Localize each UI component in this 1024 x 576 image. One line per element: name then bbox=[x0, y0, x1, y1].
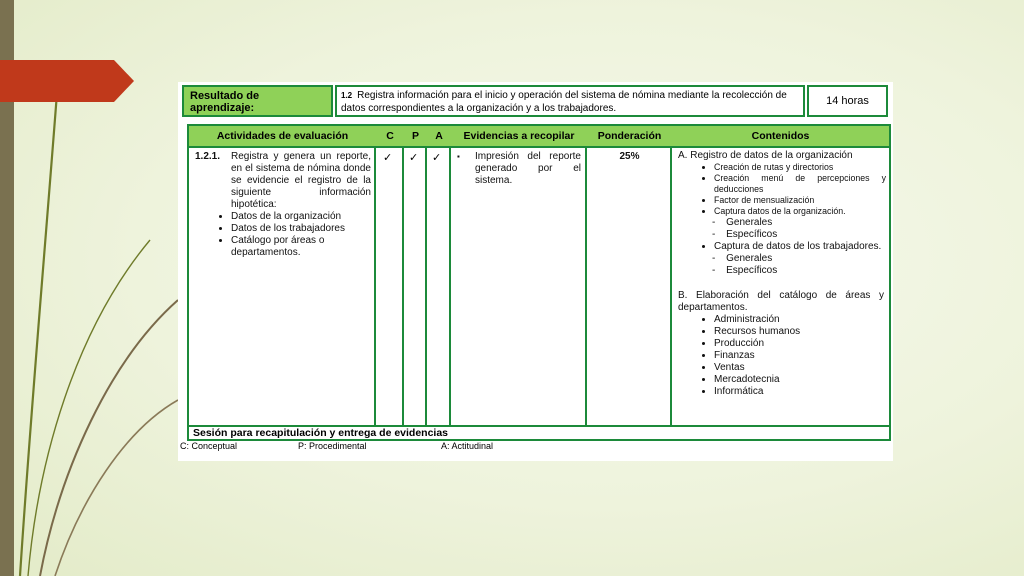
th-c: C bbox=[376, 126, 404, 148]
list-item: - Generales bbox=[726, 253, 886, 265]
session-row: Sesión para recapitulación y entrega de evidencias bbox=[187, 425, 891, 441]
legend-p: P: Procedimental bbox=[298, 441, 367, 451]
th-evidencias: Evidencias a recopilar bbox=[451, 126, 587, 148]
check-a-icon: ✓ bbox=[432, 152, 442, 164]
check-p-icon: ✓ bbox=[409, 152, 419, 164]
list-item: • Finanzas bbox=[714, 350, 886, 362]
activity-text: Registra y genera un reporte, en el sistema de nómina donde se evidencie el registro de la siguiente información hipotética: bbox=[231, 151, 371, 210]
learning-result-hours: 14 horas bbox=[807, 85, 888, 117]
list-item: - Específicos bbox=[726, 229, 886, 241]
activity-number: 1.2.1. bbox=[195, 151, 221, 162]
col-c bbox=[376, 126, 404, 438]
list-item: • Informática bbox=[714, 386, 886, 398]
list-item: • Administración bbox=[714, 314, 886, 326]
th-p: P bbox=[404, 126, 427, 148]
contents-b-title: B. Elaboración del catálogo de áreas y departamentos. bbox=[678, 290, 884, 313]
list-item: • Catálogo por áreas o departamentos. bbox=[231, 235, 371, 259]
learning-result-text: Registra información para el inicio y operación del sistema de nómina mediante la recolección de datos correspondientes a la organización y a los trabajadores. bbox=[341, 90, 787, 114]
list-item: • Ventas bbox=[714, 362, 886, 374]
contents-a-items bbox=[700, 162, 886, 217]
square-bullet-icon: ▪ bbox=[457, 152, 460, 161]
legend-c: C: Conceptual bbox=[180, 441, 238, 451]
activity-cell bbox=[195, 151, 371, 259]
col-weight bbox=[587, 126, 672, 438]
list-item: • Creación menú de percepciones y deducciones bbox=[714, 173, 886, 195]
list-item: • Factor de mensualización bbox=[714, 195, 886, 206]
th-ponderacion: Ponderación bbox=[587, 126, 672, 148]
list-item: • Producción bbox=[714, 338, 886, 350]
list-item: • Captura de datos de los trabajadores. bbox=[714, 241, 886, 253]
list-item: • Captura datos de la organización. bbox=[714, 206, 886, 217]
list-item: • Datos de la organización bbox=[231, 211, 371, 223]
contents-a-sub2 bbox=[700, 253, 886, 277]
weight-value: 25% bbox=[619, 151, 640, 162]
list-item: • Datos de los trabajadores bbox=[231, 223, 371, 235]
col-p bbox=[404, 126, 427, 438]
evidence-cell bbox=[457, 151, 581, 187]
col-a bbox=[427, 126, 451, 438]
th-actividades: Actividades de evaluación bbox=[189, 126, 376, 148]
list-item: • Recursos humanos bbox=[714, 326, 886, 338]
list-item: • Mercadotecnia bbox=[714, 374, 886, 386]
contents-a-title: A. Registro de datos de la organización bbox=[678, 150, 853, 161]
title-arrow-shape bbox=[0, 60, 134, 102]
learning-result-number: 1.2 bbox=[341, 91, 353, 100]
evidence-text: Impresión del reporte generado por el sistema. bbox=[475, 151, 581, 186]
evaluation-grid bbox=[187, 124, 891, 440]
contents-a-sub1 bbox=[700, 217, 886, 241]
legend-a: A: Actitudinal bbox=[441, 441, 494, 451]
check-c-icon: ✓ bbox=[383, 152, 393, 164]
contents-cell bbox=[678, 150, 886, 398]
th-a: A bbox=[427, 126, 451, 148]
list-item: - Generales bbox=[726, 217, 886, 229]
document-table bbox=[178, 82, 893, 461]
activity-items bbox=[217, 211, 371, 259]
th-contenidos: Contenidos bbox=[672, 126, 889, 148]
learning-result-description bbox=[335, 85, 805, 117]
list-item: • Creación de rutas y directorios bbox=[714, 162, 886, 173]
contents-a-item5 bbox=[700, 241, 886, 253]
learning-result-header bbox=[182, 85, 888, 117]
list-item: - Específicos bbox=[726, 265, 886, 277]
contents-b-items bbox=[700, 314, 886, 398]
learning-result-label: Resultado de aprendizaje: bbox=[182, 85, 333, 117]
